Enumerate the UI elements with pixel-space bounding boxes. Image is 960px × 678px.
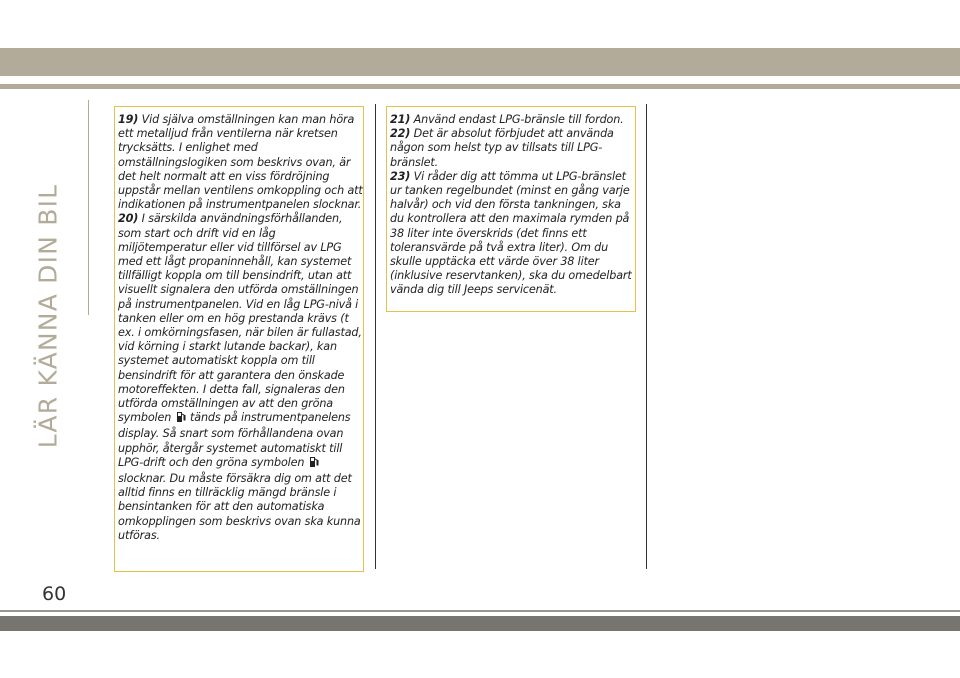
note-text: I särskilda användningsförhållanden, som start och drift vid en låg miljötemperatur eller vid tillförsel av LPG med ett lågt propaninnehåll, kan systemet tillfälligt koppla om till bensindrift, utan att visuellt signalera den utförda omställningen på instrumentpanelen. Vid en låg LPG-nivå i tanken eller om en hög prestanda krävs (t ex. i omkörningsfasen, när bilen är fullastad, vid körning i starkt lutande backar), kan systemet automatiskt koppla om till bensindrift för att garantera den önskade motoreffekten. I detta fall, signaleras den utförda omställningen av att den gröna symbolen [118,212,362,425]
page-number: 60 [42,583,67,605]
header-band [0,48,960,76]
note-19 [118,113,363,212]
note-20 [118,212,363,543]
note-number: 20) [118,212,139,226]
note-number: 21) [390,113,411,126]
header-rule [0,84,960,89]
note-text: Det är absolut förbjudet att använda någon som helst typ av tillsats till LPG-bränslet. [390,127,614,169]
note-box-left [114,106,364,572]
note-text: Vi råder dig att tömma ut LPG-bränslet ur tanken regelbundet (minst en gång varje halvår) och vid den första tankningen, ska du kontrollera att den maximala rymden på 38 liter inte överskrids (det finns ett toleransvärde på två extra liter). Om du skulle upptäcka ett värde över 38 liter (inklusive reservtanken), ska du omedelbart vända dig till Jeeps servicenät. [390,169,632,297]
note-23 [390,170,635,298]
note-box-right [386,106,636,312]
note-text: Använd endast LPG-bränsle till fordon. [413,113,624,126]
note-text: tänds på instrumentpanelens display. Så snart som förhållandena ovan upphör, återgår systemet automatiskt till LPG-drift och den gröna symbolen [118,411,351,469]
column-divider-right [646,104,647,569]
fuel-pump-icon [309,456,319,472]
fuel-pump-icon [176,411,186,427]
footer-band [0,616,960,631]
note-text: Vid själva omställningen kan man höra ett metalljud från ventilerna när kretsen trycksätts. I enlighet med omställningslogiken som beskrivs ovan, är det helt normalt att en viss fördröjning uppstår mellan ventilens omkoppling och att indikationen på instrumentpanelen slocknar. [118,113,363,212]
footer-rule [0,610,960,612]
note-number: 19) [118,113,139,126]
section-title-text: LÄR KÄNNA DIN BIL [33,183,63,449]
note-number: 22) [390,127,411,141]
note-text: slocknar. Du måste försäkra dig om att det alltid finns en tillräcklig mängd bränsle i bensintanken för att den automatiska omkopplingen som beskrivs ovan ska kunna utföras. [118,472,361,542]
column-divider-left [375,104,376,569]
section-title-rule [88,100,89,315]
note-22 [390,127,635,170]
note-number: 23) [390,169,411,183]
note-21 [390,113,635,127]
